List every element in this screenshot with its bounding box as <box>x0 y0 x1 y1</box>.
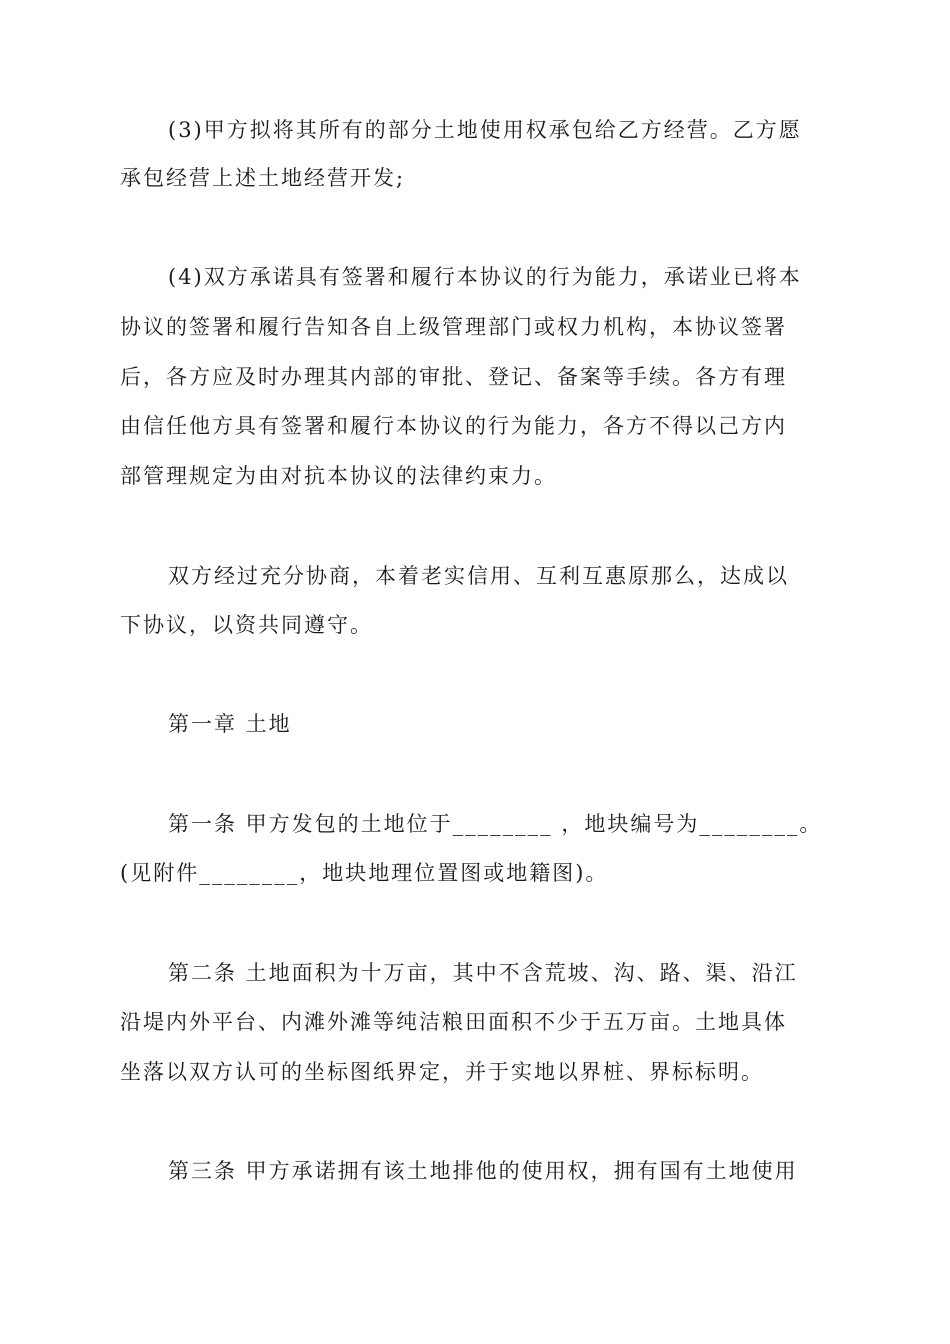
chapter-1-title: 第一章 土地 <box>168 712 292 736</box>
paragraph-4-line-4: 由信任他方具有签署和履行本协议的行为能力，各方不得以己方内 <box>120 414 787 438</box>
paragraph-4-line-1: (4)双方承诺具有签署和履行本协议的行为能力，承诺业已将本 <box>168 265 802 289</box>
paragraph-4-line-5: 部管理规定为由对抗本协议的法律约束力。 <box>120 464 557 488</box>
article-1-line-2: (见附件________，地块地理位置图或地籍图)。 <box>120 861 609 885</box>
article-1-line-1: 第一条 甲方发包的土地位于________ ，地块编号为________。 <box>168 812 823 836</box>
agreement-line-2: 下协议，以资共同遵守。 <box>120 613 373 637</box>
article-2-line-1: 第二条 土地面积为十万亩，其中不含荒坡、沟、路、渠、沿江 <box>168 961 798 985</box>
article-2-line-3: 坐落以双方认可的坐标图纸界定，并于实地以界桩、界标标明。 <box>120 1060 764 1084</box>
paragraph-4-line-3: 后，各方应及时办理其内部的审批、登记、备案等手续。各方有理 <box>120 365 787 389</box>
paragraph-3-line-1: (3)甲方拟将其所有的部分土地使用权承包给乙方经营。乙方愿 <box>168 118 802 142</box>
agreement-line-1: 双方经过充分协商，本着老实信用、互利互惠原那么，达成以 <box>168 564 789 588</box>
paragraph-4-line-2: 协议的签署和履行告知各自上级管理部门或权力机构，本协议签署 <box>120 315 787 339</box>
article-3-line-1: 第三条 甲方承诺拥有该土地排他的使用权，拥有国有土地使用 <box>168 1159 798 1183</box>
article-2-line-2: 沿堤内外平台、内滩外滩等纯洁粮田面积不少于五万亩。土地具体 <box>120 1010 787 1034</box>
paragraph-3-line-2: 承包经营上述土地经营开发; <box>120 166 406 190</box>
